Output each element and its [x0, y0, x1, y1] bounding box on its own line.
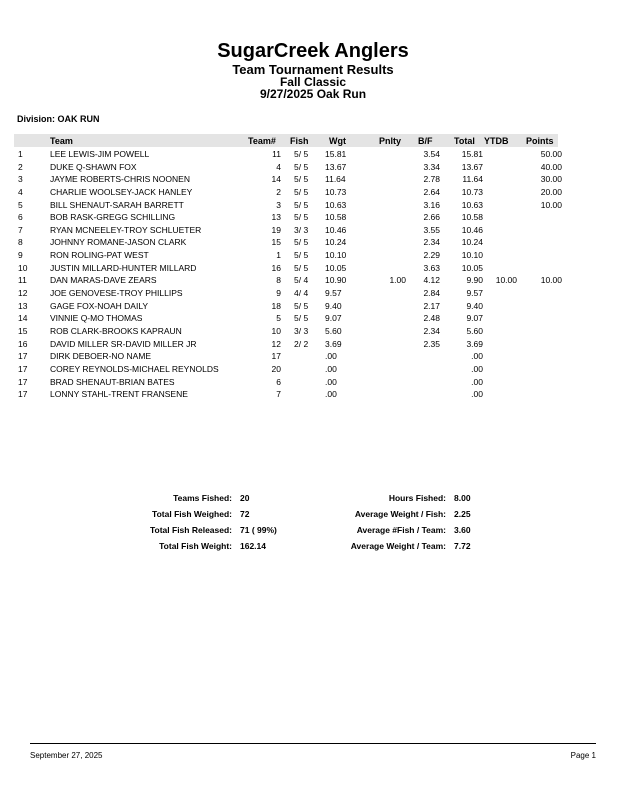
cell-total: .00: [471, 363, 483, 374]
cell-total: 5.60: [466, 325, 483, 336]
cell-team: ROB CLARK-BROOKS KAPRAUN: [50, 325, 182, 336]
table-row: [0, 212, 626, 225]
cell-team-num: 12: [271, 338, 281, 349]
cell-wgt: 13.67: [325, 161, 347, 172]
cell-wgt: 10.46: [325, 224, 347, 235]
hours-fished-value: 8.00: [454, 493, 471, 503]
table-row: [0, 275, 626, 288]
cell-fish: 5/ 5: [294, 313, 309, 324]
table-row: [0, 174, 626, 187]
cell-fish: 3/ 3: [294, 325, 309, 336]
cell-bf: 4.12: [423, 275, 440, 286]
col-header-wgt: Wgt: [329, 136, 346, 146]
cell-fish: 5/ 5: [294, 149, 309, 159]
cell-team: BRAD SHENAUT-BRIAN BATES: [50, 376, 175, 387]
cell-team-num: 13: [271, 212, 281, 223]
cell-team-num: 4: [276, 161, 281, 172]
cell-team: COREY REYNOLDS-MICHAEL REYNOLDS: [50, 363, 219, 374]
cell-team: DUKE Q-SHAWN FOX: [50, 161, 137, 172]
cell-bf: 3.54: [423, 149, 440, 159]
cell-place: 8: [18, 237, 23, 248]
cell-place: 17: [18, 351, 28, 362]
cell-team-num: 3: [276, 199, 281, 210]
fish-weighed-value: 72: [240, 509, 250, 519]
cell-bf: 2.35: [423, 338, 440, 349]
cell-team: BOB RASK-GREGG SCHILLING: [50, 212, 176, 223]
avg-weight-team-label: Average Weight / Team:: [350, 541, 446, 551]
cell-total: 10.58: [461, 212, 483, 223]
cell-place: 7: [18, 224, 23, 235]
avg-fish-team-value: 3.60: [454, 525, 471, 535]
cell-points: 10.00: [540, 275, 562, 286]
cell-team: JUSTIN MILLARD-HUNTER MILLARD: [50, 262, 197, 273]
table-header-bar: [14, 134, 558, 147]
col-header-team-num: Team#: [248, 136, 276, 146]
cell-total: 10.63: [461, 199, 483, 210]
cell-fish: 3/ 3: [294, 224, 309, 235]
cell-team: VINNIE Q-MO THOMAS: [50, 313, 143, 324]
cell-team: GAGE FOX-NOAH DAILY: [50, 300, 149, 311]
cell-place: 5: [18, 199, 23, 210]
results-table-body: [0, 149, 626, 402]
cell-bf: 2.17: [423, 300, 440, 311]
cell-points: 40.00: [540, 161, 562, 172]
cell-fish: 5/ 5: [294, 174, 309, 185]
cell-place: 17: [18, 376, 28, 387]
cell-wgt: 10.10: [325, 250, 347, 261]
footer-date: September 27, 2025: [30, 751, 103, 760]
cell-team-num: 20: [271, 363, 281, 374]
table-row: [0, 339, 626, 352]
fish-released-value: 71 ( 99%): [240, 525, 277, 535]
cell-team-num: 16: [271, 262, 281, 273]
cell-fish: 2/ 2: [294, 338, 309, 349]
org-title: SugarCreek Anglers: [217, 40, 409, 62]
cell-wgt: .00: [325, 351, 337, 362]
cell-team-num: 15: [271, 237, 281, 248]
cell-fish: 5/ 5: [294, 300, 309, 311]
cell-team: LONNY STAHL-TRENT FRANSENE: [50, 389, 188, 400]
fish-weight-value: 162.14: [240, 541, 266, 551]
cell-place: 10: [18, 262, 28, 273]
cell-bf: 3.34: [423, 161, 440, 172]
cell-total: 11.64: [462, 174, 483, 185]
col-header-team: Team: [50, 136, 73, 146]
cell-team: BILL SHENAUT-SARAH BARRETT: [50, 199, 184, 210]
teams-fished-value: 20: [240, 493, 250, 503]
cell-place: 9: [18, 250, 23, 261]
cell-place: 17: [18, 389, 28, 400]
cell-team-num: 19: [271, 224, 281, 235]
cell-bf: 2.64: [423, 186, 440, 197]
cell-place: 1: [18, 149, 23, 159]
cell-place: 16: [18, 338, 28, 349]
cell-points: 20.00: [540, 186, 562, 197]
cell-wgt: 15.81: [325, 149, 347, 159]
cell-team-num: 7: [276, 389, 281, 400]
cell-points: 30.00: [540, 174, 562, 185]
col-header-pnlty: Pnlty: [379, 136, 402, 146]
cell-total: 3.69: [466, 338, 483, 349]
avg-fish-team-label: Average #Fish / Team:: [356, 525, 446, 535]
cell-team-num: 10: [271, 325, 281, 336]
cell-team: DAN MARAS-DAVE ZEARS: [50, 275, 157, 286]
cell-team: JOHNNY ROMANE-JASON CLARK: [50, 237, 187, 248]
cell-team-num: 9: [276, 288, 281, 299]
col-header-ytdb: YTDB: [484, 136, 509, 146]
table-row: [0, 377, 626, 390]
cell-place: 15: [18, 325, 28, 336]
cell-total: 9.57: [466, 288, 483, 299]
cell-fish: 5/ 5: [294, 199, 309, 210]
table-row: [0, 149, 626, 162]
col-header-points: Points: [526, 136, 554, 146]
cell-total: .00: [471, 376, 483, 387]
cell-fish: 4/ 4: [294, 288, 309, 299]
table-row: [0, 263, 626, 276]
cell-fish: 5/ 5: [294, 186, 309, 197]
table-row: [0, 200, 626, 213]
report-title: Team Tournament Results: [232, 62, 394, 77]
cell-bf: 2.34: [423, 325, 440, 336]
cell-place: 11: [18, 275, 27, 286]
cell-wgt: 10.90: [325, 275, 347, 286]
event-name: Fall Classic: [279, 75, 347, 89]
cell-team: RYAN MCNEELEY-TROY SCHLUETER: [50, 224, 202, 235]
cell-wgt: 10.05: [325, 262, 347, 273]
table-row: [0, 237, 626, 250]
cell-team-num: 6: [276, 376, 281, 387]
cell-wgt: .00: [325, 363, 337, 374]
col-header-fish: Fish: [290, 136, 309, 146]
avg-weight-team-value: 7.72: [454, 541, 471, 551]
cell-team-num: 11: [272, 149, 281, 159]
cell-team: DAVID MILLER SR-DAVID MILLER JR: [50, 338, 197, 349]
cell-fish: 5/ 5: [294, 161, 309, 172]
cell-place: 17: [18, 363, 28, 374]
cell-bf: 2.34: [423, 237, 440, 248]
cell-pnlty: 1.00: [389, 275, 406, 286]
cell-bf: 2.29: [423, 250, 440, 261]
table-row: [0, 351, 626, 364]
cell-team-num: 5: [276, 313, 281, 324]
cell-fish: 5/ 4: [294, 275, 309, 286]
cell-wgt: 10.24: [325, 237, 347, 248]
event-date-lake: 9/27/2025 Oak Run: [259, 87, 367, 101]
cell-wgt: 9.07: [325, 313, 342, 324]
cell-total: 10.10: [461, 250, 483, 261]
teams-fished-label: Teams Fished:: [173, 493, 232, 503]
cell-points: 10.00: [540, 199, 562, 210]
cell-total: .00: [471, 351, 483, 362]
fish-weighed-label: Total Fish Weighed:: [152, 509, 232, 519]
cell-place: 4: [18, 186, 23, 197]
cell-place: 14: [18, 313, 28, 324]
table-row: [0, 288, 626, 301]
col-header-bf: B/F: [418, 136, 433, 146]
table-row: [0, 364, 626, 377]
cell-team-num: 1: [276, 250, 281, 261]
table-row: [0, 250, 626, 263]
fish-released-label: Total Fish Released:: [149, 525, 232, 535]
cell-place: 6: [18, 212, 23, 223]
cell-fish: 5/ 5: [294, 237, 309, 248]
cell-team: JOE GENOVESE-TROY PHILLIPS: [50, 288, 183, 299]
cell-wgt: 10.63: [325, 199, 347, 210]
table-row: [0, 326, 626, 339]
cell-total: 9.40: [466, 300, 483, 311]
cell-team: JAYME ROBERTS-CHRIS NOONEN: [50, 174, 190, 185]
cell-team-num: 8: [276, 275, 281, 286]
table-row: [0, 301, 626, 314]
cell-wgt: 5.60: [325, 325, 342, 336]
cell-team-num: 17: [271, 351, 281, 362]
cell-total: 10.24: [461, 237, 483, 248]
cell-points: 50.00: [540, 149, 562, 159]
fish-weight-label: Total Fish Weight:: [159, 541, 232, 551]
table-row: [0, 162, 626, 175]
cell-total: 10.05: [461, 262, 483, 273]
cell-fish: 5/ 5: [294, 262, 309, 273]
cell-place: 13: [18, 300, 28, 311]
cell-wgt: .00: [325, 389, 337, 400]
table-row: [0, 187, 626, 200]
cell-total: .00: [471, 389, 483, 400]
cell-wgt: 9.57: [325, 288, 342, 299]
cell-bf: 3.16: [423, 199, 440, 210]
footer-divider: [30, 743, 596, 744]
cell-total: 9.07: [466, 313, 483, 324]
cell-total: 13.67: [461, 161, 483, 172]
cell-team: LEE LEWIS-JIM POWELL: [50, 149, 150, 159]
cell-total: 10.46: [461, 224, 483, 235]
cell-team: DIRK DEBOER-NO NAME: [50, 351, 152, 362]
cell-bf: 2.84: [423, 288, 440, 299]
avg-weight-fish-value: 2.25: [454, 509, 471, 519]
cell-total: 9.90: [466, 275, 483, 286]
cell-bf: 2.78: [423, 174, 440, 185]
cell-wgt: 3.69: [325, 338, 342, 349]
cell-place: 2: [18, 161, 23, 172]
cell-bf: 2.48: [423, 313, 440, 324]
table-row: [0, 225, 626, 238]
cell-wgt: 10.73: [325, 186, 347, 197]
table-row: [0, 389, 626, 402]
cell-team: RON ROLING-PAT WEST: [50, 250, 149, 261]
cell-place: 3: [18, 174, 23, 185]
division-label: Division: OAK RUN: [17, 114, 100, 124]
cell-team-num: 14: [271, 174, 281, 185]
hours-fished-label: Hours Fished:: [388, 493, 446, 503]
cell-team: CHARLIE WOOLSEY-JACK HANLEY: [50, 186, 193, 197]
cell-ytdb: 10.00: [495, 275, 517, 286]
avg-weight-fish-label: Average Weight / Fish:: [354, 509, 446, 519]
cell-wgt: 11.64: [325, 174, 346, 185]
cell-team-num: 18: [271, 300, 281, 311]
cell-fish: 5/ 5: [294, 250, 309, 261]
cell-fish: 5/ 5: [294, 212, 309, 223]
table-row: [0, 313, 626, 326]
cell-wgt: 9.40: [325, 300, 342, 311]
cell-wgt: .00: [325, 376, 337, 387]
footer-page-number: Page 1: [570, 751, 596, 760]
cell-place: 12: [18, 288, 28, 299]
cell-bf: 3.55: [423, 224, 440, 235]
cell-total: 10.73: [461, 186, 483, 197]
cell-wgt: 10.58: [325, 212, 347, 223]
col-header-total: Total: [454, 136, 475, 146]
cell-bf: 3.63: [423, 262, 440, 273]
cell-team-num: 2: [276, 186, 281, 197]
cell-bf: 2.66: [423, 212, 440, 223]
cell-total: 15.81: [461, 149, 483, 159]
